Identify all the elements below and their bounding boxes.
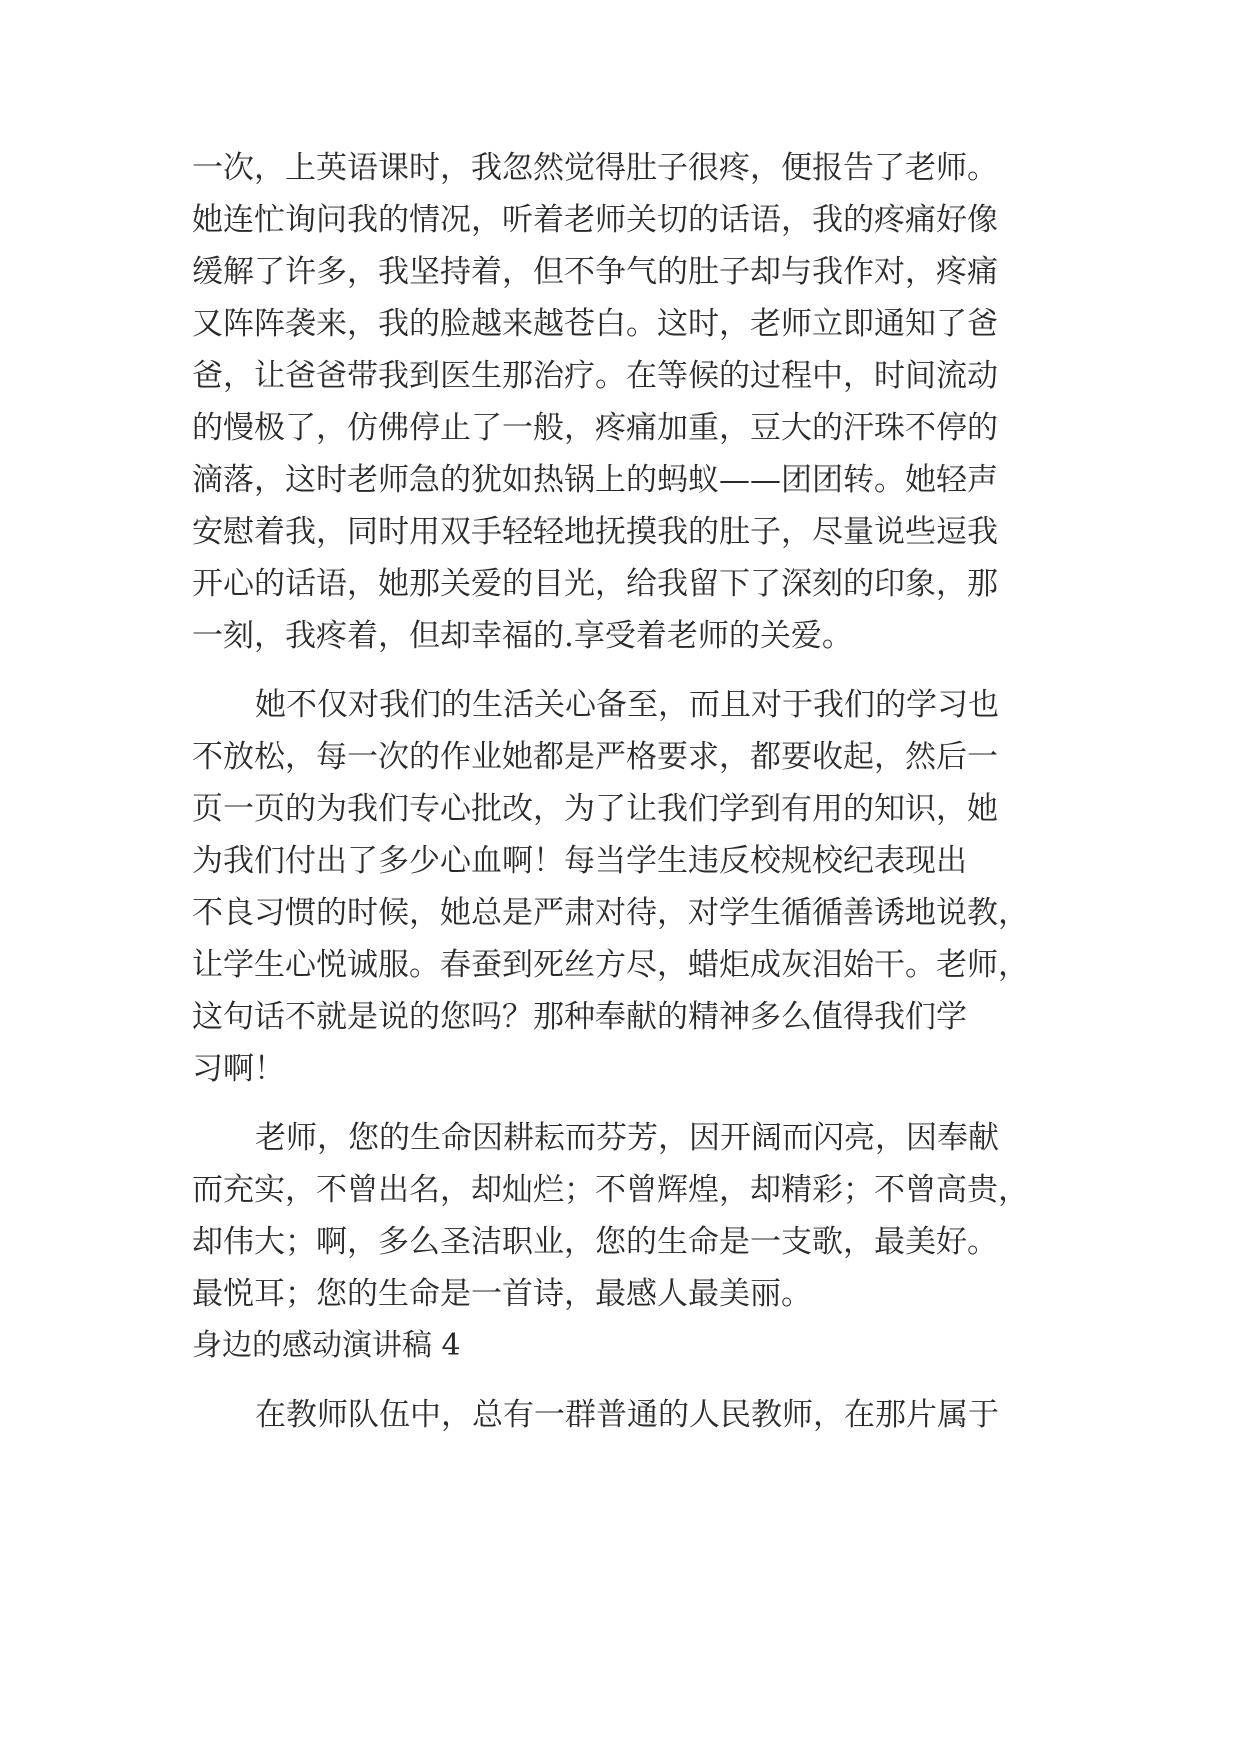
text-line: 开心的话语，她那关爱的目光，给我留下了深刻的印象，那: [192, 566, 998, 602]
text-line: 却伟大；啊，多么圣洁职业，您的生命是一支歌，最美好。: [192, 1224, 998, 1260]
text-line: 习啊！: [192, 1051, 285, 1087]
text-line: 最悦耳；您的生命是一首诗，最感人最美丽。: [192, 1276, 812, 1312]
text-line: 让学生心悦诚服。春蚕到死丝方尽，蜡炬成灰泪始干。老师，: [192, 947, 1029, 983]
text-line: 页一页的为我们专心批改，为了让我们学到有用的知识，她: [192, 791, 998, 827]
text-line: 不良习惯的时候，她总是严肃对待，对学生循循善诱地说教，: [192, 895, 1029, 931]
text-line: 又阵阵袭来，我的脸越来越苍白。这时，老师立即通知了爸: [192, 306, 998, 342]
text-line: 为我们付出了多少心血啊！每当学生违反校规校纪表现出: [192, 843, 967, 879]
text-line: 爸，让爸爸带我到医生那治疗。在等候的过程中，时间流动: [192, 358, 998, 394]
paragraph-first-line: 老师，您的生命因耕耘而芬芳，因开阔而闪亮，因奉献: [255, 1120, 999, 1156]
text-line: 一刻，我疼着，但却幸福的.享受着老师的关爱。: [192, 618, 853, 654]
paragraph-first-line: 她不仅对我们的生活关心备至，而且对于我们的学习也: [255, 687, 999, 723]
text-line: 一次，上英语课时，我忽然觉得肚子很疼，便报告了老师。: [192, 150, 998, 186]
text-line: 不放松，每一次的作业她都是严格要求，都要收起，然后一: [192, 739, 998, 775]
text-line: 这句话不就是说的您吗？那种奉献的精神多么值得我们学: [192, 999, 967, 1035]
text-line: 的慢极了，仿佛停止了一般，疼痛加重，豆大的汗珠不停的: [192, 410, 998, 446]
text-line: 而充实，不曾出名，却灿烂；不曾辉煌，却精彩；不曾高贵，: [192, 1172, 1029, 1208]
paragraph-first-line: 在教师队伍中，总有一群普通的人民教师，在那片属于: [255, 1397, 999, 1433]
section-heading: 身边的感动演讲稿 4: [192, 1328, 461, 1363]
text-line: 滴落，这时老师急的犹如热锅上的蚂蚁——团团转。她轻声: [192, 462, 998, 498]
text-line: 缓解了许多，我坚持着，但不争气的肚子却与我作对，疼痛: [192, 254, 998, 290]
text-line: 她连忙询问我的情况，听着老师关切的话语，我的疼痛好像: [192, 202, 998, 238]
text-line: 安慰着我，同时用双手轻轻地抚摸我的肚子，尽量说些逗我: [192, 514, 998, 550]
